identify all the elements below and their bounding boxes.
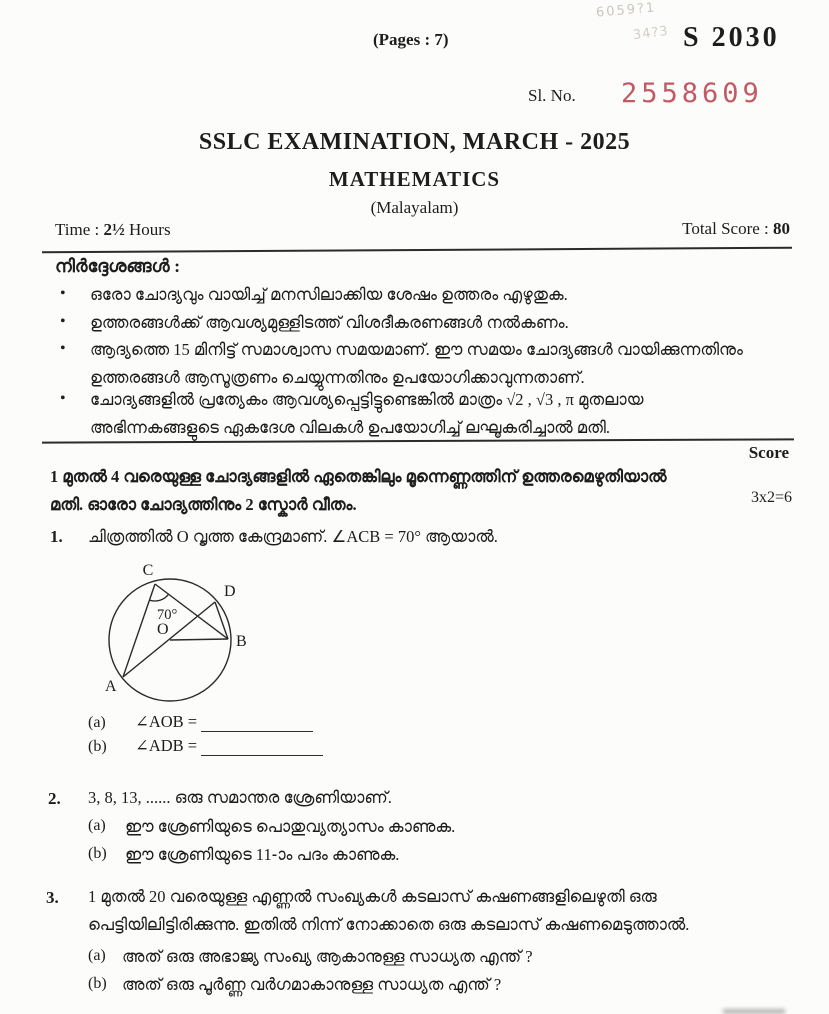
- paper-code: S 2030: [683, 22, 780, 53]
- center-label-O: O: [157, 621, 169, 638]
- exam-title: SSLC EXAMINATION, MARCH - 2025: [198, 129, 631, 155]
- chord-CA: [123, 584, 155, 677]
- part-label: (a): [88, 714, 106, 731]
- total-score-value: 80: [773, 219, 790, 238]
- angle-value-label: 70°: [157, 607, 178, 623]
- part-label: (b): [88, 845, 107, 862]
- serial-number-stamp: 2558609: [621, 78, 763, 109]
- section-marks: 3x2=6: [751, 489, 793, 506]
- instructions-heading: നിർദ്ദേശങ്ങൾ :: [55, 256, 181, 276]
- question-1-text: ചിത്രത്തിൽ O വൃത്ത കേന്ദ്രമാണ്. ∠ACB = 70° ആയാൽ.: [88, 527, 498, 546]
- instruction-item-continued: ഉത്തരങ്ങൾ ആസൂത്രണം ചെയ്യുന്നതിനും ഉപയോഗിക്കാവുന്നതാണ്.: [90, 368, 585, 387]
- subject-title: MATHEMATICS: [328, 167, 501, 191]
- time-allowed: [55, 220, 171, 240]
- point-label-B: B: [236, 633, 247, 650]
- instruction-item: ഒരോ ചോദ്യവും വായിച്ച് മനസിലാക്കിയ ശേഷം ഉത്തരം എഴുതുക.: [90, 285, 568, 304]
- angle-expression: ∠AOB =: [135, 712, 198, 731]
- section-instruction-line2: മതി. ഓരോ ചോദ്യത്തിനും 2 സ്കോർ വീതം.: [50, 495, 357, 514]
- bullet-icon: •: [60, 285, 66, 302]
- pencil-annotation-top: 6059?1: [595, 0, 657, 21]
- question-3-part-a-text: അത് ഒരു അഭാജ്യ സംഖ്യ ആകാനുള്ള സാധ്യത എന്ത് ?: [122, 947, 533, 966]
- question-2-part-b-text: ഈ ശ്രേണിയുടെ 11-ാം പദം കാണുക.: [125, 845, 400, 864]
- point-label-D: D: [224, 583, 236, 600]
- answer-blank-line: [201, 717, 313, 732]
- bullet-icon: •: [60, 390, 66, 407]
- part-label: (a): [88, 817, 106, 834]
- question-3-number: 3.: [46, 888, 59, 907]
- angle-expression: ∠ADB =: [135, 736, 198, 755]
- header-divider-line: [42, 247, 792, 254]
- section-instruction-line1: 1 മുതൽ 4 വരെയുള്ള ചോദ്യങ്ങളിൽ ഏതെങ്കിലും മൂന്നെണ്ണത്തിന് ഉത്തരമെഴുതിയാൽ: [50, 467, 667, 486]
- bullet-icon: •: [60, 313, 66, 330]
- question-2-text: 3, 8, 13, ...... ഒരു സമാന്തര ശ്രേണിയാണ്.: [88, 788, 392, 807]
- instruction-item: ആദ്യത്തെ 15 മിനിട്ട് സമാശ്വാസ സമയമാണ്. ഈ സമയം ചോദ്യങ്ങൾ വായിക്കുന്നതിനും: [90, 340, 743, 359]
- angle-arc: [150, 594, 169, 601]
- part-label: (a): [88, 947, 106, 964]
- time-prefix: Time :: [55, 220, 104, 239]
- serial-number-label: Sl. No.: [528, 86, 576, 105]
- total-score-prefix: Total Score :: [682, 219, 773, 238]
- instruction-item-continued: അഭിന്നകങ്ങളുടെ ഏകദേശ വിലകൾ ഉപയോഗിച്ച് ലഘൂകരിച്ചാൽ മതി.: [90, 418, 610, 437]
- circle-geometry-diagram: [85, 558, 295, 710]
- question-3-part-b-text: അത് ഒരു പൂർണ്ണ വർഗമാകാനുള്ള സാധ്യത എന്ത് ?: [122, 975, 502, 994]
- point-label-A: A: [105, 678, 117, 695]
- total-score: [682, 219, 790, 239]
- question-2-number: 2.: [48, 789, 61, 808]
- question-1-part-b: [88, 736, 323, 756]
- radius-OB: [170, 639, 228, 640]
- question-1-number: 1.: [50, 527, 63, 546]
- instruction-item: ചോദ്യങ്ങളിൽ പ്രത്യേകം ആവശ്യപ്പെട്ടിട്ടുണ്ടെങ്കിൽ മാത്രം √2 , √3 , π മുതലായ: [90, 390, 644, 409]
- pencil-annotation-bottom: 34?3: [632, 23, 670, 44]
- pages-count-label: (Pages : 7): [373, 30, 449, 49]
- question-1-part-a: [88, 712, 313, 732]
- part-label: (b): [88, 975, 107, 992]
- point-label-C: C: [142, 562, 154, 579]
- question-3-text-line1: 1 മുതൽ 20 വരെയുള്ള എണ്ണൽ സംഖ്യകൾ കടലാസ് കഷണങ്ങളിലെഴുതി ഒരു: [88, 887, 657, 906]
- medium-label: (Malayalam): [370, 198, 459, 217]
- time-suffix: Hours: [124, 220, 171, 239]
- score-column-label: Score: [748, 443, 789, 462]
- question-3-text-line2: പെട്ടിയിലിട്ടിരിക്കുന്നു. ഇതിൽ നിന്ന് നോക്കാതെ ഒരു കടലാസ് കഷണമെടുത്താൽ.: [88, 915, 690, 934]
- answer-blank-line: [201, 741, 323, 756]
- instruction-item: ഉത്തരങ്ങൾക്ക് ആവശ്യമുള്ളിടത്ത് വിശദീകരണങ്ങൾ നൽകണം.: [90, 313, 569, 332]
- page-bottom-cutoff-smudge: [723, 1009, 785, 1014]
- instructions-divider-line: [42, 438, 794, 443]
- part-label: (b): [88, 738, 107, 755]
- time-value: 2½: [103, 220, 125, 239]
- bullet-icon: •: [60, 340, 66, 357]
- question-2-part-a-text: ഈ ശ്രേണിയുടെ പൊതുവ്യത്യാസം കാണുക.: [125, 817, 456, 836]
